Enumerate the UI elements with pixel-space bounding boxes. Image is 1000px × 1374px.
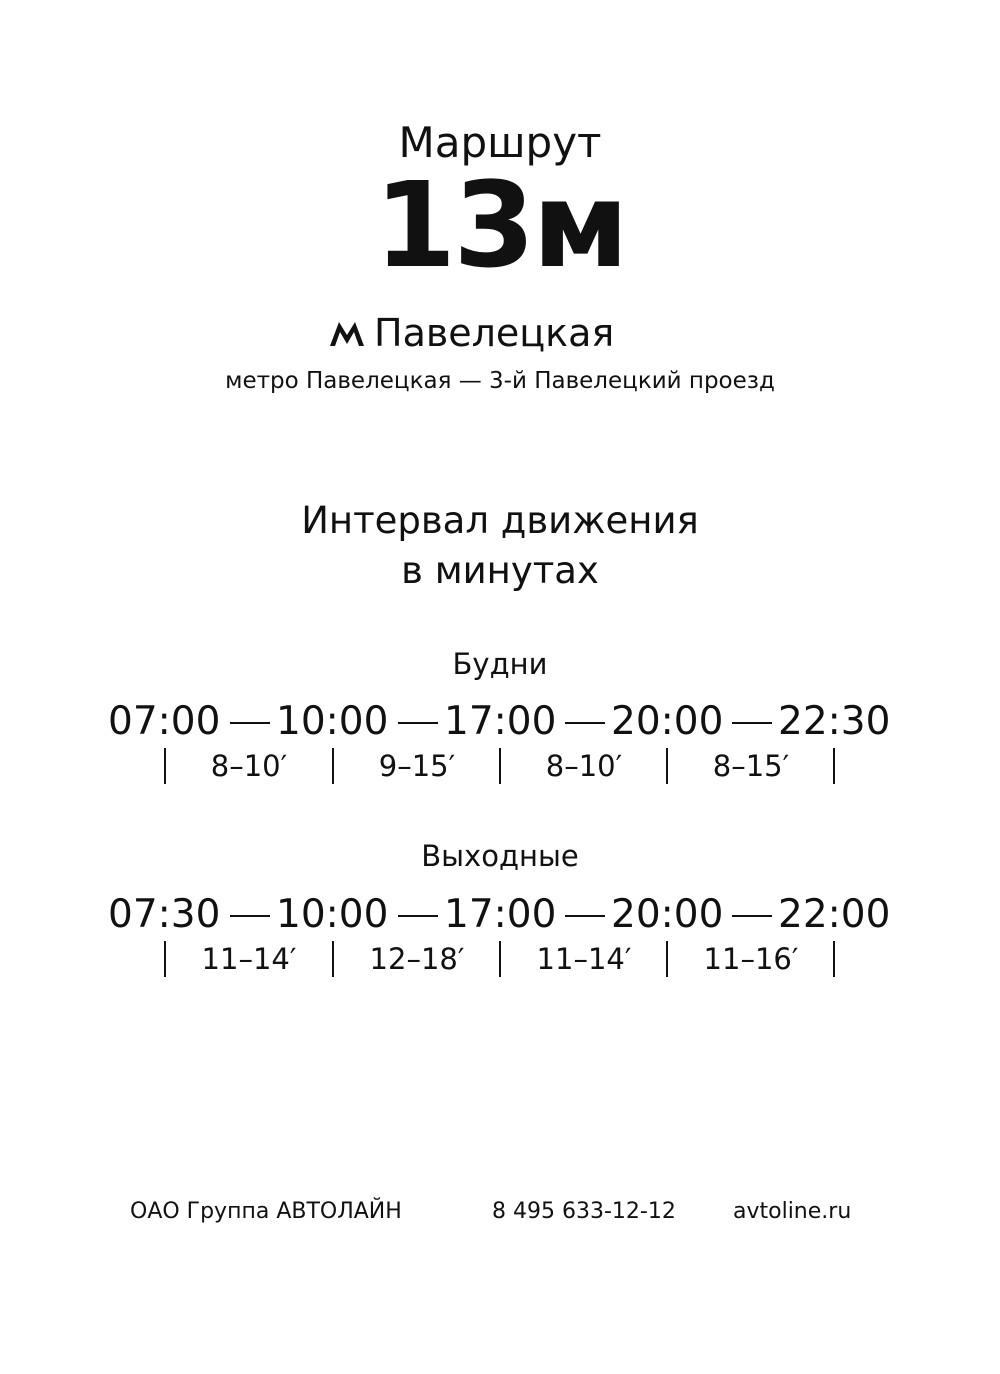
interval-value: 11–14′: [201, 942, 297, 976]
time-label: 07:30: [108, 892, 221, 937]
footer-website: avtoline.ru: [733, 1199, 852, 1224]
time-separator: [230, 915, 270, 917]
interval-value: 11–16′: [703, 942, 799, 976]
route-number: 13м: [374, 156, 626, 294]
weekends-label: Выходные: [421, 839, 579, 873]
interval-heading-line1: Интервал движения: [301, 499, 699, 542]
weekend-times-row: [108, 890, 898, 940]
time-separator: [565, 722, 605, 724]
time-label: 22:00: [778, 892, 891, 937]
station-name: Павелецкая: [374, 311, 615, 355]
interval-heading-line2: в минутах: [401, 549, 599, 592]
interval-value: 11–14′: [536, 942, 632, 976]
time-label: 17:00: [444, 892, 557, 937]
interval-divider: [833, 941, 835, 977]
time-separator: [398, 915, 438, 917]
weekdays-label: Будни: [452, 647, 548, 681]
time-label: 10:00: [276, 699, 389, 744]
interval-value: 8–15′: [712, 749, 790, 783]
interval-value: 9–15′: [378, 749, 456, 783]
footer-phone: 8 495 633-12-12: [492, 1199, 676, 1224]
weekend-intervals-row: [108, 941, 898, 981]
station-header: [330, 308, 614, 358]
time-label: 20:00: [611, 699, 724, 744]
route-label: Маршрут: [398, 118, 602, 167]
time-separator: [732, 722, 772, 724]
footer: [0, 1196, 1000, 1228]
interval-heading: [0, 496, 1000, 596]
time-separator: [732, 915, 772, 917]
time-label: 22:30: [778, 699, 891, 744]
metro-m-icon: [330, 320, 364, 346]
time-separator: [230, 722, 270, 724]
time-label: 07:00: [108, 699, 221, 744]
route-direction: метро Павелецкая — 3-й Павелецкий проезд: [225, 368, 775, 394]
interval-value: 8–10′: [545, 749, 623, 783]
time-separator: [565, 915, 605, 917]
time-label: 20:00: [611, 892, 724, 937]
weekday-times-row: [108, 697, 898, 747]
time-label: 10:00: [276, 892, 389, 937]
footer-company: ОАО Группа АВТОЛАЙН: [130, 1199, 402, 1224]
interval-value: 8–10′: [210, 749, 288, 783]
interval-divider: [833, 748, 835, 784]
interval-value: 12–18′: [369, 942, 465, 976]
weekday-intervals-row: [108, 748, 898, 788]
time-separator: [398, 722, 438, 724]
time-label: 17:00: [444, 699, 557, 744]
